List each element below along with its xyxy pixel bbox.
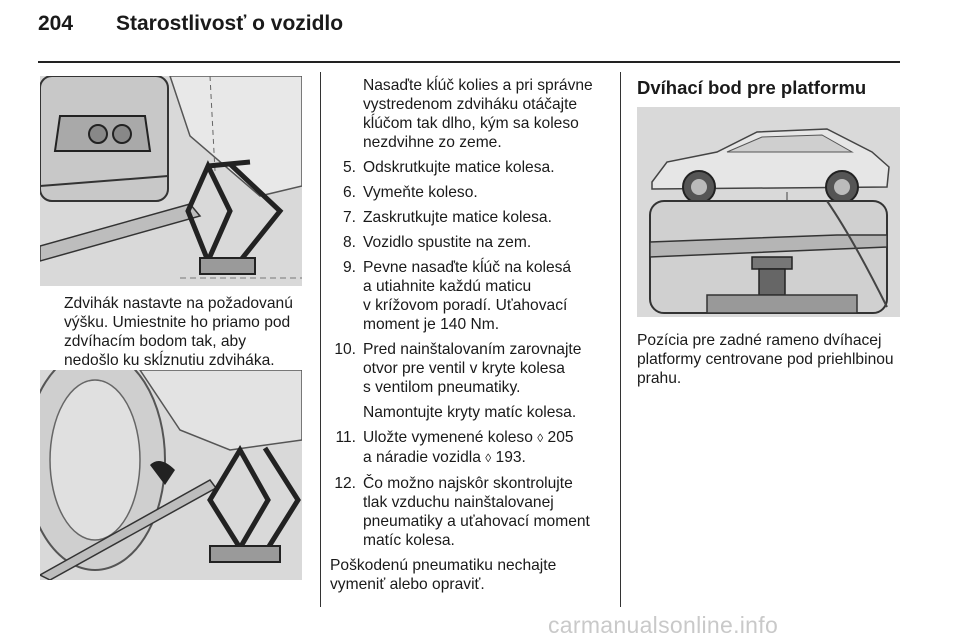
text-line: s ventilom pneumatiky.: [363, 379, 521, 396]
text-line: Vozidlo spustite na zem.: [363, 234, 532, 251]
step-number: 7.: [342, 209, 356, 226]
section-title: Dvíhací bod pre platformu: [637, 77, 867, 98]
step-10-note: Namontujte kryty matíc kolesa.: [363, 404, 577, 421]
page-title: Starostlivosť o vozidlo: [116, 12, 344, 35]
closing-paragraph: [330, 556, 615, 594]
text-line: kĺúčom tak dlho, kým sa koleso: [363, 115, 579, 132]
lift-platform-figure: [637, 107, 900, 317]
text-line: pneumatiky a uťahovací moment: [363, 513, 590, 530]
step-number: 11.: [335, 429, 356, 446]
text-line: matíc kolesa.: [363, 532, 455, 549]
page-header: [38, 12, 343, 42]
text-line: v krížovom poradí. Uťahovací: [363, 297, 568, 314]
caption-line: výšku. Umiestnite ho priamo pod: [64, 314, 291, 331]
text-line: moment je 140 Nm.: [363, 316, 500, 333]
page-reference[interactable]: 205: [547, 429, 574, 446]
caption-line: prahu.: [637, 370, 682, 387]
header-rule: [38, 61, 900, 63]
jack-illustration: [40, 76, 302, 286]
text-line: vystredenom zdviháku otáčajte: [363, 96, 578, 113]
jack-crank-illustration: [40, 370, 302, 580]
step-text: Uložte vymenené koleso: [363, 429, 533, 446]
text-line: Zaskrutkujte matice kolesa.: [363, 209, 552, 226]
caption-line: zdvíhacím bodom tak, aby: [64, 333, 247, 350]
step-number: 8.: [342, 234, 356, 251]
step-number: 12.: [334, 475, 356, 492]
step-8: [342, 233, 615, 252]
step-9: [342, 258, 615, 334]
text-line: Pred nainštalovaním zarovnajte: [363, 341, 582, 358]
step-10: [334, 340, 615, 397]
caption-line: Zdvihák nastavte na požadovanú: [64, 295, 293, 312]
caption-line: Pozícia pre zadné rameno dvíhacej: [637, 332, 882, 349]
jack-figure: [40, 76, 302, 286]
step-7: [342, 208, 615, 227]
text-line: Odskrutkujte matice kolesa.: [363, 159, 555, 176]
text-line: tlak vzduchu nainštalovanej: [363, 494, 554, 511]
step-12: [334, 474, 615, 550]
text-line: a utiahnite každú maticu: [363, 278, 532, 295]
step-11: [335, 428, 615, 468]
step-number: 5.: [342, 159, 356, 176]
jack-caption: [64, 294, 314, 370]
lift-platform-caption: [637, 331, 907, 388]
lift-platform-illustration: [637, 107, 900, 317]
text-line: Vymeňte koleso.: [363, 184, 478, 201]
text-line: Čo možno najskôr skontrolujte: [363, 475, 573, 492]
page-reference-arrow-icon: ◊: [537, 431, 544, 445]
instruction-steps: [330, 76, 615, 594]
step-5: [342, 158, 615, 177]
text-line: Poškodenú pneumatiku nechajte: [330, 557, 557, 574]
watermark-text: carmanualsonline.info: [548, 612, 779, 638]
step-text: a náradie vozidla: [363, 449, 481, 466]
text-line: Pevne nasaďte kĺúč na kolesá: [363, 259, 572, 276]
column-divider-left: [320, 72, 321, 607]
step-6: [342, 183, 615, 202]
intro-paragraph: [363, 76, 615, 152]
text-line: nezdvihne zo zeme.: [363, 134, 502, 151]
page-reference-arrow-icon: ◊: [485, 451, 492, 465]
step-number: 6.: [342, 184, 356, 201]
text-line: otvor pre ventil v kryte kolesa: [363, 360, 565, 377]
step-number: 10.: [334, 341, 356, 358]
caption-line: nedošlo ku skĺznutiu zdviháka.: [64, 352, 275, 369]
caption-line: platformy centrovane pod priehlbinou: [637, 351, 894, 368]
text-line: [363, 428, 615, 448]
page-number: 204: [38, 12, 74, 35]
text-line: Nasaďte kĺúč kolies a pri správne: [363, 77, 593, 94]
text-line: [363, 448, 615, 468]
column-divider-right: [620, 72, 621, 607]
page-reference[interactable]: 193.: [495, 449, 526, 466]
step-number: 9.: [342, 259, 356, 276]
jack-crank-figure: [40, 370, 302, 580]
text-line: vymeniť alebo opraviť.: [330, 576, 485, 593]
